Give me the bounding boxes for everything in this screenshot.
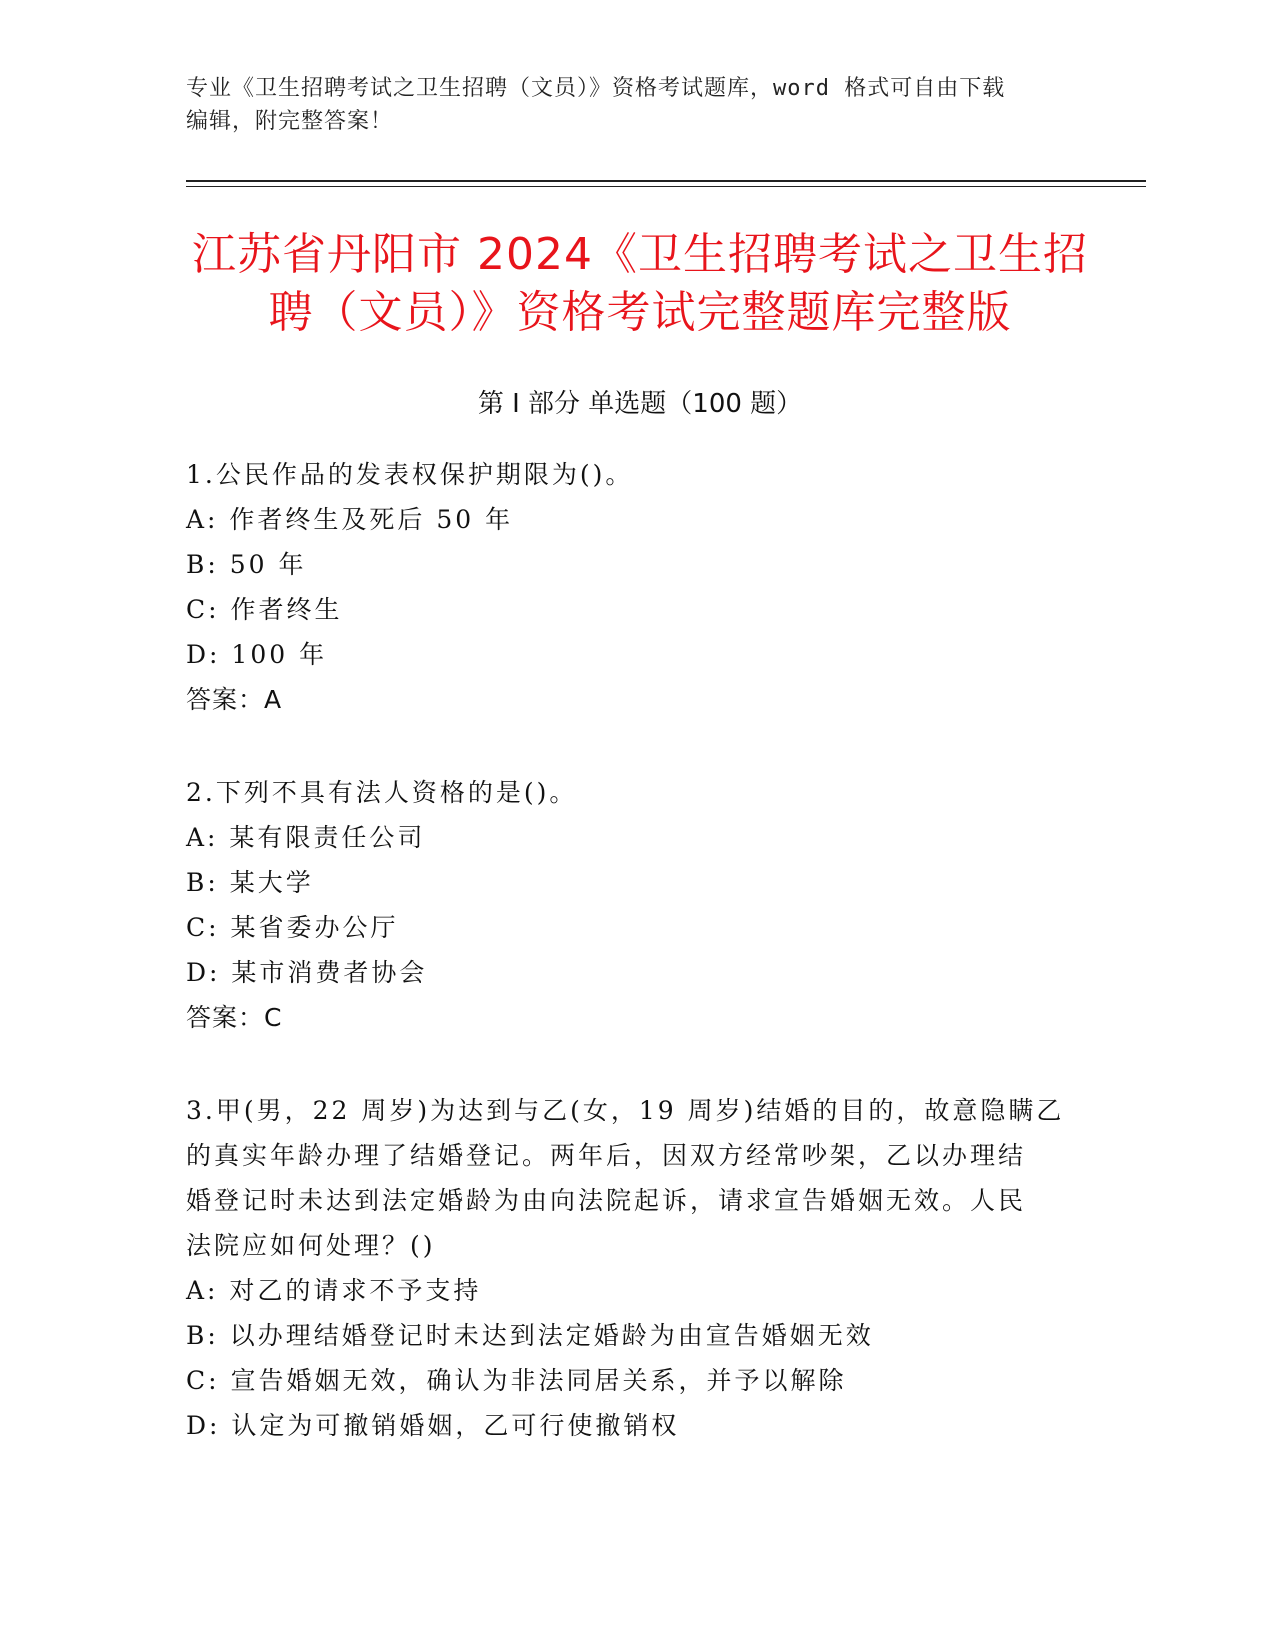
question-2	[186, 770, 1066, 1040]
option-d: D: 某市消费者协会	[186, 958, 428, 987]
option-b: B: 以办理结婚登记时未达到法定婚龄为由宣告婚姻无效	[186, 1321, 874, 1350]
option-a: A: 对乙的请求不予支持	[186, 1276, 482, 1305]
option-c: C: 宣告婚姻无效，确认为非法同居关系，并予以解除	[186, 1366, 847, 1395]
option-c: C: 某省委办公厅	[186, 913, 399, 942]
question-1	[186, 452, 1066, 722]
question-stem: 3.甲(男，22 周岁)为达到与乙(女，19 周岁)结婚的目的，故意隐瞒乙	[186, 1096, 1065, 1125]
question-stem: 2.下列不具有法人资格的是()。	[186, 778, 578, 807]
option-d: D: 100 年	[186, 640, 328, 669]
question-3	[186, 1088, 1066, 1448]
question-stem: 的真实年龄办理了结婚登记。两年后，因双方经常吵架，乙以办理结	[186, 1141, 1027, 1170]
question-stem: 婚登记时未达到法定婚龄为由向法院起诉，请求宣告婚姻无效。人民	[186, 1186, 1027, 1215]
option-b: B: 某大学	[186, 868, 314, 897]
header-divider	[186, 180, 1146, 182]
section-heading: 第 I 部分 单选题（100 题）	[477, 389, 803, 419]
question-stem: 1.公民作品的发表权保护期限为()。	[186, 460, 634, 489]
option-c: C: 作者终生	[186, 595, 343, 624]
header-line: 编辑，附完整答案！	[186, 109, 394, 134]
title-line: 江苏省丹阳市 2024《卫生招聘考试之卫生招	[192, 229, 1088, 280]
option-a: A: 作者终生及死后 50 年	[186, 505, 514, 534]
title-line: 聘（文员）》资格考试完整题库完整版	[268, 287, 1012, 338]
option-a: A: 某有限责任公司	[186, 823, 426, 852]
question-stem: 法院应如何处理？()	[186, 1231, 436, 1260]
document-header	[186, 72, 1106, 138]
answer: 答案：A	[186, 685, 283, 714]
header-line: 专业《卫生招聘考试之卫生招聘（文员）》资格考试题库，word 格式可自由下载	[186, 76, 1006, 101]
option-b: B: 50 年	[186, 550, 307, 579]
answer: 答案：C	[186, 1003, 283, 1032]
option-d: D: 认定为可撤销婚姻，乙可行使撤销权	[186, 1411, 680, 1440]
document-title	[180, 226, 1100, 342]
header-divider	[186, 186, 1146, 187]
